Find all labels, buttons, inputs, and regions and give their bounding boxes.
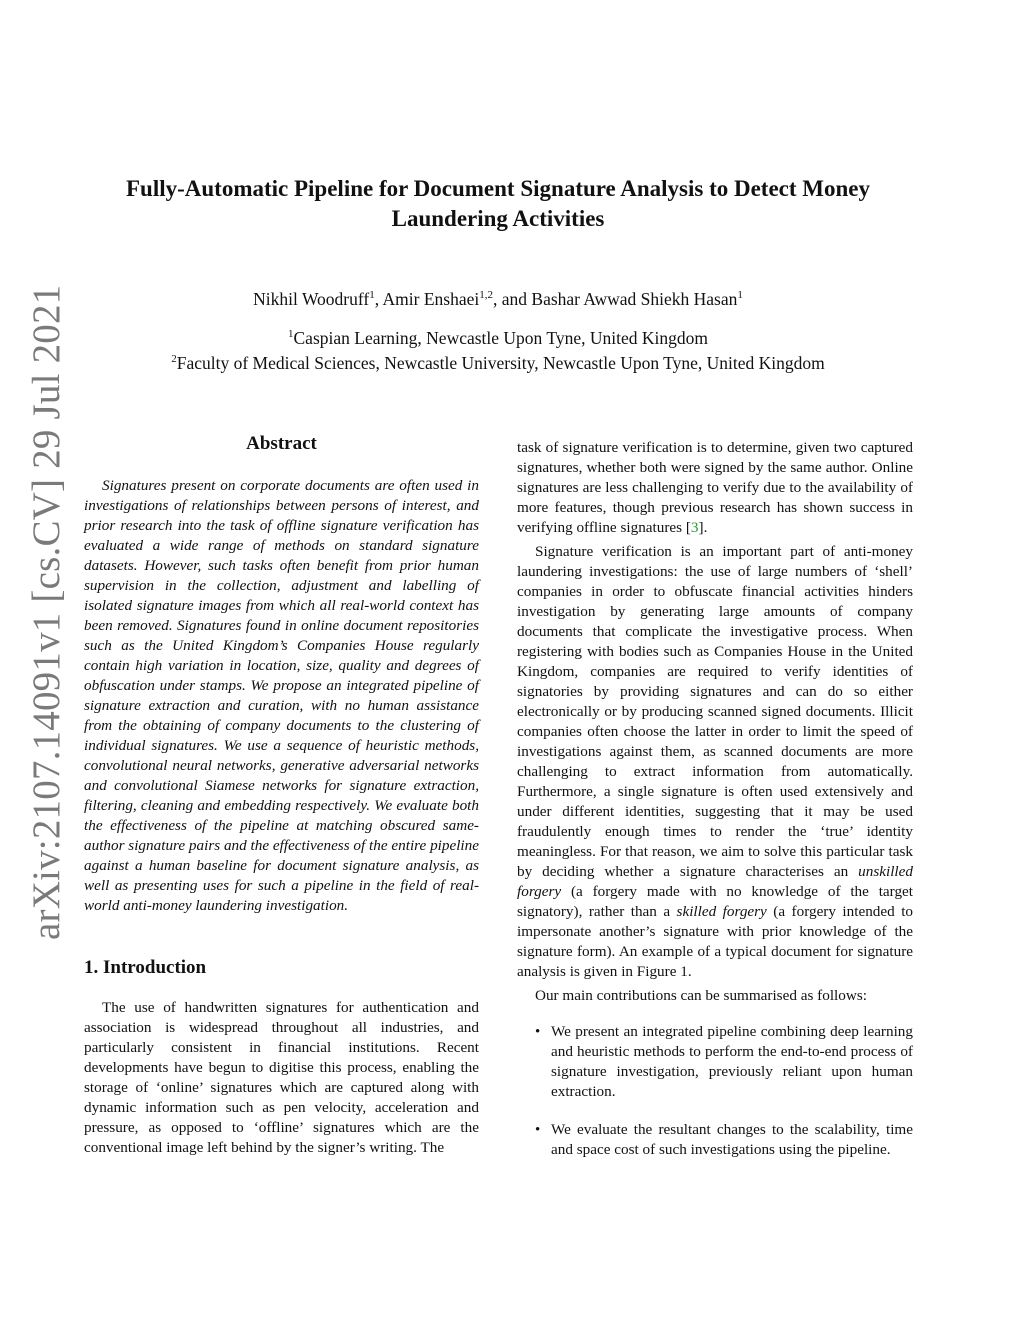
affiliation-list — [90, 326, 906, 376]
paragraph-text: ]. — [698, 519, 708, 536]
intro-paragraph-3: Our main contributions can be summarised as follows: — [535, 987, 867, 1004]
author-affil-mark: 1 — [737, 289, 743, 301]
paragraph-text: (a forgery intended to impersonate another’s signature with prior knowledge of the signature form). An example of a typical document for signature analysis is given in Figure 1. — [517, 903, 914, 980]
author-separator: , and — [493, 289, 532, 309]
right-column — [517, 438, 913, 1178]
citation-link[interactable]: 3 — [690, 519, 699, 536]
intro-paragraph-1-continued — [517, 438, 913, 538]
list-item — [517, 1120, 913, 1160]
emphasis-term: skilled forgery — [676, 903, 767, 920]
list-item-text: We evaluate the resultant changes to the scalability, time and space cost of such investigations using the pipeline. — [551, 1121, 913, 1158]
author-separator: , — [374, 289, 383, 309]
affil-mark: 2 — [171, 353, 177, 365]
author-name: Nikhil Woodruff — [253, 289, 370, 309]
title-line-1: Fully-Automatic Pipeline for Document Signature Analysis to Detect Money — [125, 176, 871, 201]
paragraph-text: task of signature verification is to determine, given two captured signatures, whether both were signed by the same author. Online signatures are less challenging to verify due to the availability of more features, though previous research has shown success in verifying offline signatures [ — [517, 439, 913, 536]
abstract-heading: Abstract — [246, 433, 317, 454]
intro-paragraph-2 — [517, 542, 913, 982]
contributions-list — [517, 1022, 913, 1160]
author-list — [90, 287, 906, 311]
list-item-text: We present an integrated pipeline combining deep learning and heuristic methods to perform the end-to-end process of signature investigation, previously reliant upon human extraction. — [551, 1023, 913, 1100]
paper-title — [90, 174, 906, 234]
affil-text: Faculty of Medical Sciences, Newcastle University, Newcastle Upon Tyne, United Kingdom — [176, 353, 825, 373]
paragraph-text: Signature verification is an important part of anti-money laundering investigations: the use of large numbers of ‘shell’ companies in order to obfuscate financial activities hinders investigation by generating large amounts of company documents that complicate the investigative process. When registering with bodies such as Companies House in the United Kingdom, companies are required to verify identities of signatories by providing signatures and can do so either electronically or by producing scanned signed documents. Illicit companies often choose the latter in order to limit the speed of investigations against them, as scanned documents are more challenging to extract information from automatically. Furthermore, a single signature is often used extensively and under different identities, suggesting that it may be used fraudulently enough times to render the ‘true’ identity meaningless. For that reason, we aim to solve this particular task by deciding whether a signature characterises an — [517, 543, 913, 880]
abstract-text: Signatures present on corporate documents are often used in investigations of relationships between persons of interest, and prior research into the task of offline signature verification has evaluated a wide range of methods on standard signature datasets. However, such tasks often benefit from prior human supervision in the collection, adjustment and labelling of isolated signature images from which all real-world context has been removed. Signatures found in online document repositories such as the United Kingdom’s Companies House regularly contain high variation in location, size, quality and degrees of obfuscation under stamps. We propose an integrated pipeline of signature extraction and curation, with no human assistance from the obtaining of company documents to the clustering of individual signatures. We use a sequence of heuristic methods, convolutional neural networks, generative adversarial networks and convolutional Siamese networks for signature extraction, filtering, cleaning and embedding respectively. We evaluate both the effectiveness of the pipeline at matching obscured same-author signature pairs and the effectiveness of the entire pipeline against a human baseline for document signature analysis, as well as presenting uses for such a pipeline in the field of real-world anti-money laundering investigation. — [84, 477, 479, 914]
list-item — [517, 1022, 913, 1102]
title-line-2: Laundering Activities — [391, 206, 605, 231]
author-affil-mark: 1,2 — [479, 289, 493, 301]
bullet-icon: • — [535, 1122, 541, 1138]
affil-mark: 1 — [288, 328, 294, 340]
author-affil-mark: 1 — [369, 289, 375, 301]
author-name: Amir Enshaei — [382, 289, 480, 309]
affil-text: Caspian Learning, Newcastle Upon Tyne, United Kingdom — [293, 328, 708, 348]
bullet-icon: • — [535, 1024, 541, 1040]
affiliation-2 — [90, 351, 906, 376]
emphasis-term: unskilled forgery — [517, 863, 913, 900]
author-name: Bashar Awwad Shiekh Hasan — [531, 289, 738, 309]
paragraph-text: (a forgery made with no knowledge of the target signatory), rather than a — [517, 883, 913, 920]
left-column — [84, 432, 479, 1158]
section-heading-introduction: 1. Introduction — [84, 957, 207, 978]
intro-paragraph-1: The use of handwritten signatures for authentication and association is widespread throughout all industries, and particularly consistent in financial institutions. Recent developments have begun to digitise this process, enabling the storage of ‘online’ signatures which are captured along with dynamic information such as pen velocity, acceleration and pressure, as opposed to ‘offline’ signatures which are the conventional image left behind by the signer’s writing. The — [84, 999, 479, 1156]
affiliation-1 — [90, 326, 906, 351]
arxiv-identifier: arXiv:2107.14091v1 [cs.CV] 29 Jul 2021 — [25, 284, 68, 940]
